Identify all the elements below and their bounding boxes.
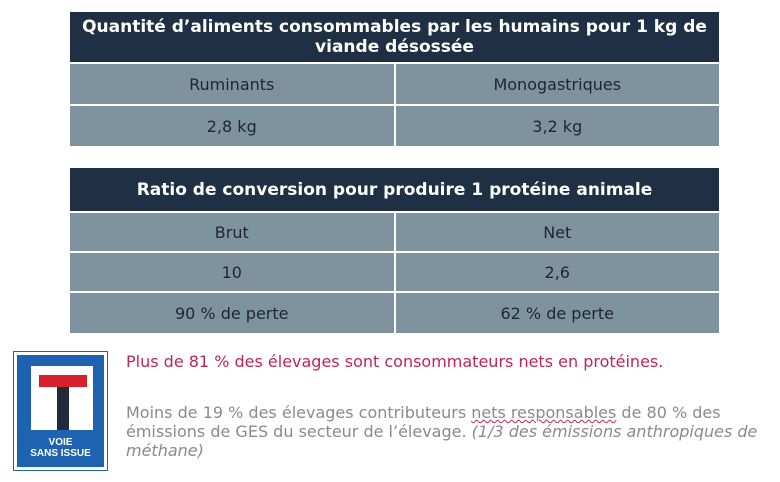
sign-label xyxy=(17,437,104,459)
column-header-monogastriques: Monogastriques xyxy=(395,63,721,105)
dead-end-sign-icon xyxy=(14,352,107,470)
column-header-brut: Brut xyxy=(69,212,395,252)
table-food-quantity xyxy=(68,10,721,148)
table-cell: 3,2 kg xyxy=(395,105,721,147)
table-cell: 62 % de perte xyxy=(395,292,721,334)
emissions-text-part2: de 80 % des émissions de GES du secteur de l’élevage. xyxy=(126,403,721,441)
table-conversion-ratio xyxy=(68,166,721,335)
table-cell: 2,8 kg xyxy=(69,105,395,147)
column-header-net: Net xyxy=(395,212,721,252)
table-cell: 10 xyxy=(69,252,395,292)
table-title: Quantité d’aliments consommables par les humains pour 1 kg de viande désossée xyxy=(69,11,720,63)
emissions-text-part1: Moins de 19 % des élevages contributeurs xyxy=(126,403,472,422)
table-title: Ratio de conversion pour produire 1 protéine animale xyxy=(69,167,720,212)
emissions-text-underlined: nets responsables xyxy=(471,403,617,422)
emissions-note: (1/3 des émissions anthropiques de méthane) xyxy=(126,422,758,460)
sign-label-line1: VOIE xyxy=(48,437,73,448)
table-cell: 90 % de perte xyxy=(69,292,395,334)
sign-stem xyxy=(57,387,69,430)
column-header-ruminants: Ruminants xyxy=(69,63,395,105)
sign-bar xyxy=(39,375,87,387)
highlight-statement: Plus de 81 % des élevages sont consommateurs nets en protéines. xyxy=(126,352,664,371)
sign-label-line2: SANS ISSUE xyxy=(30,448,91,459)
table-cell: 2,6 xyxy=(395,252,721,292)
emissions-statement xyxy=(126,403,776,460)
